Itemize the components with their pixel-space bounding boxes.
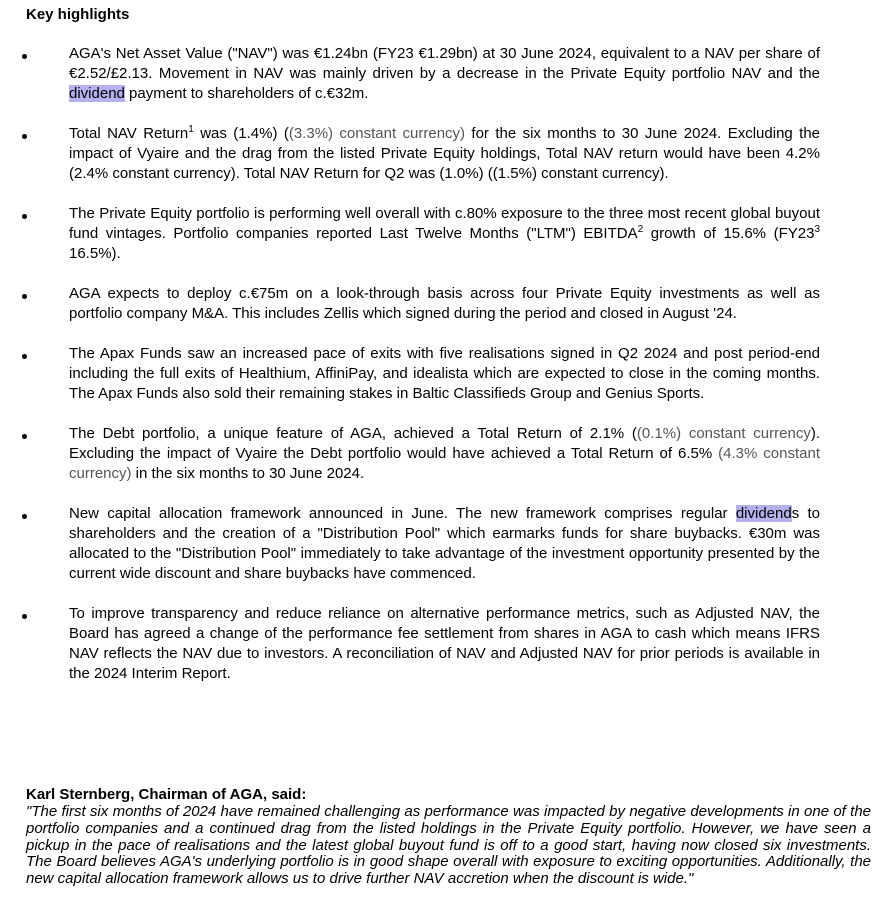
bullet-text: The Private Equity portfolio is performing well overall with c.80% exposure to the three most recent global buyout fund vintages. Portfolio companies reported Last Twelve Months ("LTM") EBITDA$^2$ growth of 15.6% ($FY23^3$ 16.5%). [69,205,820,262]
search-highlight: dividend [735,505,792,522]
bullet-icon [22,514,27,519]
bullet-text: New capital allocation framework announced in June. The new framework comprises regular dividends to shareholders and the creation of a "Distribution Pool" which earmarks funds for share buybacks. €30m was allocated to the "Distribution Pool" immediately to take advantage of the investment opportunity presented by the current wide discount and share buybacks have commenced. [69,505,820,582]
footnote-ref: 2 [637,224,644,235]
footnote-ref: 1 [188,124,194,135]
bullet-text: Total NAV Return$^1$ was (1.4%) ((3.3%) constant currency) for the six months to 30 June 2024. Excluding the impact of Vyaire and the drag from the listed Private Equity holdings, Total NAV return would have been 4.2% (2.4% constant currency). Total NAV Return for Q2 was (1.0%) ((1.5%) constant currency). [69,124,821,182]
quote-speaker: Karl Sternberg, Chairman of AGA, said: [26,786,307,803]
bullet-icon [22,614,27,619]
bullet-text: To improve transparency and reduce reliance on alternative performance metrics, such as Adjusted NAV, the Board has agreed a change of the performance fee settlement from shares in AGA to cash which means IFRS NAV reflects the NAV due to investors. A reconciliation of NAV and Adjusted NAV for prior periods is available in the 2024 Interim Report. [69,605,820,682]
bullet-text: AGA expects to deploy c.€75m on a look-through basis across four Private Equity investments as well as portfolio company M&A. This includes Zellis which signed during the period and closed in August '24. [69,285,820,322]
bullet-icon [22,134,27,139]
bullet-icon [22,54,27,59]
list-item [0,604,886,684]
bullet-icon [22,434,27,439]
bullet-icon [22,214,27,219]
highlights-list [0,44,886,704]
list-item [0,344,886,404]
list-item [0,124,886,184]
bullet-text: The Apax Funds saw an increased pace of exits with five realisations signed in Q2 2024 and post period-end including the full exits of Healthium, AffiniPay, and idealista which are expected to close in the coming months. The Apax Funds also sold their remaining stakes in Baltic Classifieds Group and Genius Sports. [69,345,820,402]
list-item [0,204,886,264]
list-item [0,504,886,584]
footnote-ref: 3 [814,224,820,235]
list-item [0,424,886,484]
list-item [0,44,886,104]
list-item [0,284,886,324]
bullet-icon [22,294,27,299]
bullet-text: AGA's Net Asset Value ("NAV") was €1.24bn (FY23 €1.29bn) at 30 June 2024, equivalent to a NAV per share of €2.52/£2.13. Movement in NAV was mainly driven by a decrease in the Private Equity portfolio NAV and the dividend payment to shareholders of c.€32m. [69,45,820,102]
chairman-quote: "The first six months of 2024 have remained challenging as performance was impacted by negative developments in one of the portfolio companies and a continued drag from the listed holdings in the Private Equity portfolio. However, we have seen a pickup in the pace of realisations and the latest global buyout fund is off to a good start, having now closed six investments. The Board believes AGA's underlying portfolio is in good shape overall with exposure to exciting opportunities. Additionally, the new capital allocation framework allows us to drive further NAV accretion when the discount is wide." [26,803,871,888]
bullet-text: The Debt portfolio, a unique feature of AGA, achieved a Total Return of 2.1% ((0.1%) constant currency). Excluding the impact of Vyaire the Debt portfolio would have achieved a Total Return of 6.5% (4.3% constant currency) in the six months to 30 June 2024. [69,425,820,482]
search-highlight: dividend [69,85,125,102]
section-heading: Key highlights [26,6,130,23]
bullet-icon [22,354,27,359]
